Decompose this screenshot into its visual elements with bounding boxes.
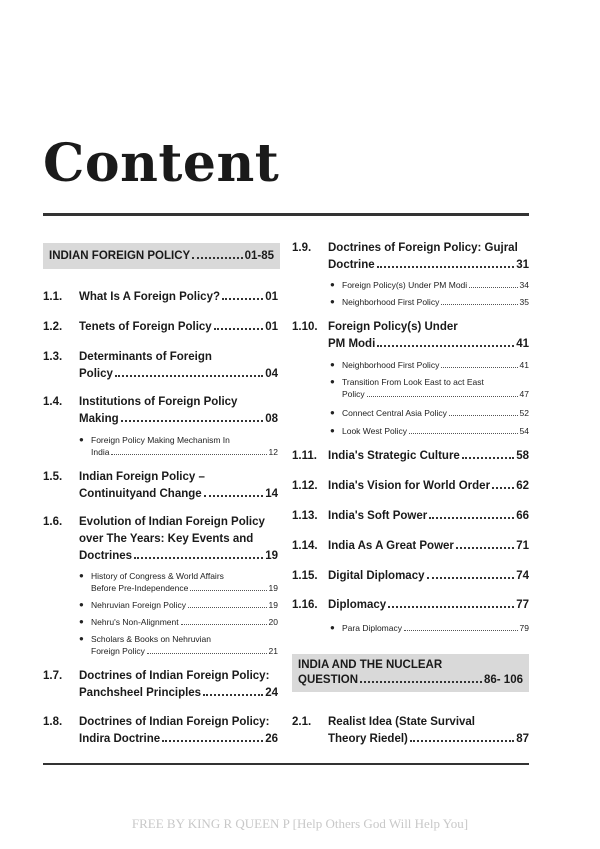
- entry-page: 87: [516, 733, 529, 745]
- entry-page: 04: [265, 368, 278, 380]
- bullet-icon: ●: [79, 600, 84, 609]
- subentry-title-cont: Policy: [342, 389, 365, 399]
- section-header-nuclear-question: [292, 654, 529, 692]
- section-pages: 01-85: [244, 249, 274, 262]
- subentry-page: 35: [519, 297, 529, 307]
- toc-subentry[interactable]: [330, 376, 529, 400]
- entry-title: Realist Idea (State Survival: [328, 716, 476, 728]
- toc-entry-1-9[interactable]: [292, 240, 529, 274]
- entry-title-cont: over The Years: Key Events and: [79, 533, 254, 545]
- bullet-icon: ●: [79, 571, 84, 580]
- subentry-page: 19: [268, 600, 278, 610]
- entry-page: 58: [516, 450, 529, 462]
- entry-page: 01: [265, 291, 278, 303]
- entry-number: 2.1.: [292, 716, 312, 728]
- subentry-title-cont: Foreign Policy: [91, 646, 145, 656]
- footer-watermark: FREE BY KING R QUEEN P [Help Others God Will Help You]: [131, 816, 469, 831]
- bullet-icon: ●: [79, 634, 84, 643]
- entry-page: 14: [265, 488, 278, 500]
- toc-entry-1-5[interactable]: [43, 469, 278, 503]
- entry-title-cont: Policy: [79, 368, 113, 380]
- bullet-icon: ●: [330, 623, 335, 632]
- entry-title: Foreign Policy(s) Under: [328, 321, 458, 333]
- subentry-title-cont: India: [91, 447, 110, 457]
- bullet-icon: ●: [330, 426, 335, 435]
- entry-number: 1.15.: [292, 570, 318, 582]
- entry-number: 1.12.: [292, 480, 318, 492]
- entry-title-cont: PM Modi: [328, 338, 376, 350]
- entry-number: 1.14.: [292, 540, 318, 552]
- bullet-icon: ●: [79, 435, 84, 444]
- subentry-page: 21: [268, 646, 278, 656]
- entry-number: 1.6.: [43, 516, 63, 528]
- entry-number: 1.1.: [43, 291, 63, 303]
- entry-title: Determinants of Foreign: [79, 351, 212, 363]
- entry-page: 08: [265, 413, 278, 425]
- toc-subentry[interactable]: [79, 616, 278, 628]
- toc-subentry[interactable]: [330, 425, 529, 437]
- entry-page: 31: [516, 259, 529, 271]
- bullet-icon: ●: [330, 377, 335, 386]
- top-divider: [43, 213, 529, 216]
- entry-page: 41: [516, 338, 529, 350]
- entry-page: 62: [516, 480, 529, 492]
- entry-number: 1.3.: [43, 351, 63, 363]
- toc-subentry[interactable]: [79, 570, 278, 594]
- entry-title-cont: Making: [79, 413, 119, 425]
- bullet-icon: ●: [330, 408, 335, 417]
- entry-title: Diplomacy: [328, 599, 387, 611]
- subentry-title: Connect Central Asia Policy: [342, 408, 447, 418]
- entry-number: 1.2.: [43, 321, 63, 333]
- section-header-indian-foreign-policy: [43, 243, 280, 269]
- toc-entry-2-1[interactable]: [292, 714, 529, 748]
- toc-entry-1-12[interactable]: [292, 478, 529, 495]
- toc-entry-1-14[interactable]: [292, 538, 529, 555]
- subentry-title: History of Congress & World Affairs: [91, 571, 224, 581]
- toc-entry-1-6[interactable]: [43, 514, 278, 565]
- entry-title: India As A Great Power: [328, 540, 454, 552]
- entry-title: Doctrines of Indian Foreign Policy:: [79, 670, 270, 682]
- entry-title: India's Vision for World Order: [328, 480, 491, 492]
- bullet-icon: ●: [79, 617, 84, 626]
- bullet-icon: ●: [330, 280, 335, 289]
- entry-number: 1.11.: [292, 450, 317, 462]
- subentry-title: Neighborhood First Policy: [342, 297, 440, 307]
- toc-entry-1-4[interactable]: [43, 394, 278, 428]
- subentry-page: 79: [519, 623, 529, 633]
- subentry-title: Look West Policy: [342, 426, 408, 436]
- toc-subentry[interactable]: [330, 622, 529, 634]
- entry-number: 1.13.: [292, 510, 318, 522]
- entry-page: 19: [265, 550, 278, 562]
- entry-page: 01: [265, 321, 278, 333]
- entry-title: Evolution of Indian Foreign Policy: [79, 516, 265, 528]
- toc-subentry[interactable]: [79, 633, 278, 657]
- entry-title-cont: Doctrine: [328, 259, 375, 271]
- subentry-title: Neighborhood First Policy: [342, 360, 440, 370]
- entry-title: India's Strategic Culture: [328, 450, 460, 462]
- toc-subentry[interactable]: [330, 407, 529, 419]
- subentry-title: Foreign Policy(s) Under PM Modi: [342, 280, 468, 290]
- subentry-page: 19: [268, 583, 278, 593]
- subentry-title-cont: Before Pre-Independence: [91, 583, 189, 593]
- subentry-title: Foreign Policy Making Mechanism In: [91, 435, 230, 445]
- entry-title: Digital Diplomacy: [328, 570, 425, 582]
- toc-entry-1-8[interactable]: [43, 714, 278, 748]
- subentry-page: 54: [519, 426, 529, 436]
- toc-entry-1-10[interactable]: [292, 319, 529, 353]
- subentry-page: 41: [519, 360, 529, 370]
- entry-title: Doctrines of Foreign Policy: Gujral: [328, 242, 518, 254]
- entry-page: 77: [516, 599, 529, 611]
- toc-subentry[interactable]: [330, 296, 529, 308]
- subentry-page: 34: [519, 280, 529, 290]
- entry-title: Institutions of Foreign Policy: [79, 396, 238, 408]
- bullet-icon: ●: [330, 297, 335, 306]
- entry-title: India's Soft Power: [328, 510, 428, 522]
- entry-page: 66: [516, 510, 529, 522]
- entry-title: Doctrines of Indian Foreign Policy:: [79, 716, 270, 728]
- entry-number: 1.7.: [43, 670, 63, 682]
- entry-number: 1.8.: [43, 716, 63, 728]
- toc-subentry[interactable]: [79, 434, 278, 458]
- entry-page: 24: [265, 687, 278, 699]
- toc-entry-1-13[interactable]: [292, 508, 529, 525]
- subentry-page: 12: [268, 447, 278, 457]
- subentry-title: Nehru's Non-Alignment: [91, 617, 179, 627]
- subentry-title: Para Diplomacy: [342, 623, 402, 633]
- entry-number: 1.16.: [292, 599, 318, 611]
- subentry-page: 20: [268, 617, 278, 627]
- entry-title-cont: Continuityand Change: [79, 488, 202, 500]
- entry-title: Tenets of Foreign Policy: [79, 321, 212, 333]
- section-label-cont: QUESTION: [298, 674, 359, 686]
- toc-entry-1-3[interactable]: [43, 349, 278, 383]
- entry-title: What Is A Foreign Policy?: [79, 291, 220, 303]
- subentry-title: Nehruvian Foreign Policy: [91, 600, 186, 610]
- toc-entry-1-7[interactable]: [43, 668, 278, 702]
- bullet-icon: ●: [330, 360, 335, 369]
- entry-page: 71: [516, 540, 529, 552]
- section-pages: 86- 106: [483, 674, 523, 686]
- section-label: INDIAN FOREIGN POLICY: [49, 249, 191, 262]
- bottom-divider: [43, 763, 529, 765]
- subentry-page: 52: [519, 408, 529, 418]
- toc-subentry[interactable]: [79, 599, 278, 611]
- entry-number: 1.10.: [292, 321, 318, 333]
- toc-subentry[interactable]: [330, 359, 529, 371]
- toc-entry-1-15[interactable]: [292, 568, 529, 585]
- toc-entry-1-2[interactable]: [43, 319, 278, 336]
- subentry-title: Transition From Look East to act East: [342, 377, 484, 387]
- subentry-title: Scholars & Books on Nehruvian: [91, 634, 212, 644]
- entry-title-cont: Doctrines: [79, 550, 133, 562]
- entry-title-cont: Indira Doctrine: [79, 733, 161, 745]
- entry-number: 1.9.: [292, 242, 312, 254]
- entry-page: 74: [516, 570, 529, 582]
- toc-subentry[interactable]: [330, 279, 529, 291]
- toc-entry-1-1[interactable]: [43, 289, 278, 306]
- section-label: INDIA AND THE NUCLEAR: [298, 659, 443, 671]
- entry-title-cont: Theory Riedel): [328, 733, 408, 745]
- entry-number: 1.5.: [43, 471, 63, 483]
- entry-number: 1.4.: [43, 396, 63, 408]
- toc-entry-1-11[interactable]: [292, 448, 529, 465]
- toc-entry-1-16[interactable]: [292, 597, 529, 614]
- subentry-page: 47: [519, 389, 529, 399]
- entry-page: 26: [265, 733, 278, 745]
- entry-title: Indian Foreign Policy –: [79, 471, 205, 483]
- entry-title-cont: Panchsheel Principles: [79, 687, 202, 699]
- page-title: Content: [43, 133, 280, 194]
